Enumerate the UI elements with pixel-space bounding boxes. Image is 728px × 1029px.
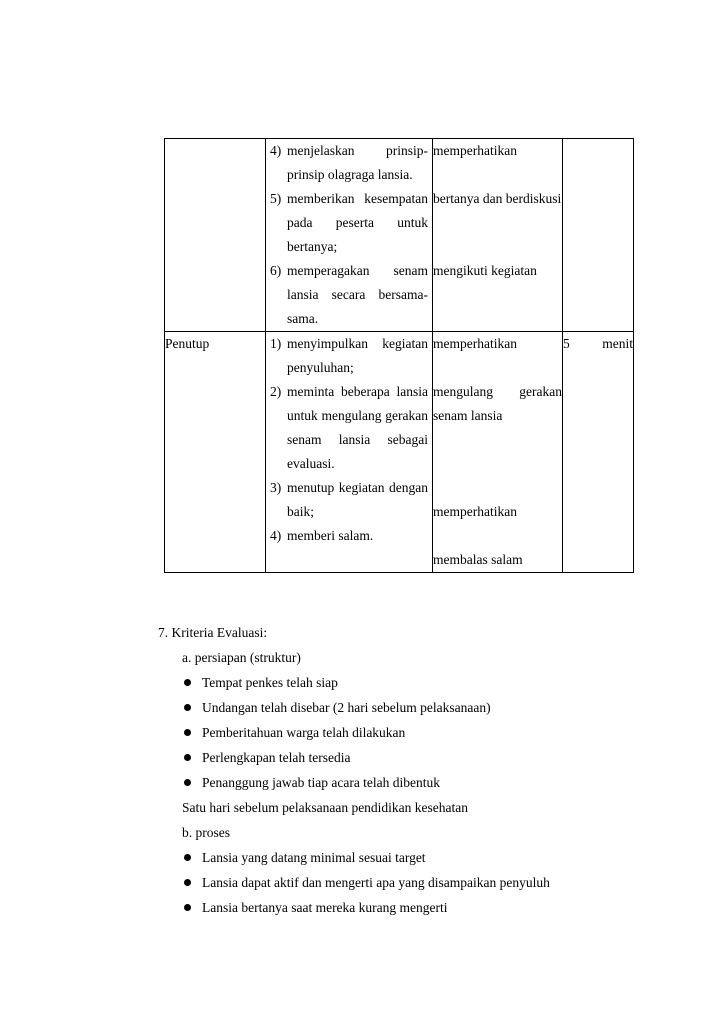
step-number: 5): [270, 191, 282, 206]
list-item-text: Lansia bertanya saat mereka kurang mengerti: [202, 900, 448, 915]
preparation-note: Satu hari sebelum pelaksanaan pendidikan kesehatan: [182, 800, 469, 815]
step-number: 1): [270, 336, 282, 351]
response-cell: [433, 139, 563, 332]
step-number: 6): [270, 263, 282, 278]
response-text: mengikuti kegiatan: [433, 263, 537, 278]
bullet-icon: [184, 679, 191, 686]
list-item: [266, 476, 432, 524]
bullet-icon: [184, 904, 191, 911]
response-text: bertanya dan berdiskusi: [433, 191, 562, 206]
response-text: mengulang gerakan senam lansia: [433, 384, 562, 423]
response-text: memperhatikan: [433, 336, 517, 351]
step-text: menjelaskan prinsip-prinsip olagraga lansia.: [287, 143, 428, 182]
list-item: [266, 380, 432, 476]
bullet-icon: [184, 754, 191, 761]
response-text: membalas salam: [433, 552, 523, 567]
step-text: memberikan kesempatan pada peserta untuk bertanya;: [287, 191, 428, 254]
table-row: [165, 139, 634, 332]
step-number: 4): [270, 528, 282, 543]
list-item-text: Lansia yang datang minimal sesuai target: [202, 850, 426, 865]
list-item: [182, 720, 638, 745]
phase-cell: Penutup: [165, 332, 266, 573]
step-text: memperagakan senam lansia secara bersama-sama.: [287, 263, 428, 326]
duration-unit: menit: [602, 336, 633, 351]
step-number: 2): [270, 384, 282, 399]
list-item-text: Undangan telah disebar (2 hari sebelum pelaksanaan): [202, 700, 491, 715]
section-title: 7. Kriteria Evaluasi:: [158, 625, 268, 640]
duration-cell: [563, 332, 634, 573]
process-list: [158, 845, 638, 920]
list-item-text: Tempat penkes telah siap: [202, 675, 338, 690]
list-item: [182, 770, 638, 795]
bullet-icon: [184, 729, 191, 736]
step-text: menyimpulkan kegiatan penyuluhan;: [287, 336, 428, 375]
list-item: [182, 670, 638, 695]
list-item: [266, 139, 432, 187]
bullet-icon: [184, 854, 191, 861]
list-item: [266, 259, 432, 331]
list-item: [182, 870, 638, 895]
step-text: memberi salam.: [287, 528, 374, 543]
step-number: 4): [270, 143, 282, 158]
list-item-text: Penanggung jawab tiap acara telah dibentuk: [202, 775, 441, 790]
subsection-label: b. proses: [182, 825, 230, 840]
steps-cell: [266, 139, 433, 332]
phase-cell: [165, 139, 266, 332]
list-item: [266, 332, 432, 380]
response-cell: [433, 332, 563, 573]
list-item: [182, 895, 638, 920]
preparation-list: [158, 670, 638, 795]
list-item-text: Lansia dapat aktif dan mengerti apa yang disampaikan penyuluh: [202, 875, 550, 890]
bullet-icon: [184, 879, 191, 886]
response-text: memperhatikan: [433, 143, 517, 158]
steps-cell: [266, 332, 433, 573]
bullet-icon: [184, 704, 191, 711]
duration-cell: [563, 139, 634, 332]
evaluation-criteria: [158, 620, 638, 920]
duration-value: 5: [563, 336, 570, 351]
subsection-label: a. persiapan (struktur): [182, 650, 301, 665]
list-item: [266, 524, 432, 548]
step-number: 3): [270, 480, 282, 495]
response-text: memperhatikan: [433, 504, 517, 519]
table-row: [165, 332, 634, 573]
list-item: [182, 845, 638, 870]
list-item: [182, 695, 638, 720]
list-item-text: Perlengkapan telah tersedia: [202, 750, 351, 765]
activity-table: [164, 138, 634, 573]
step-text: menutup kegiatan dengan baik;: [287, 480, 428, 519]
list-item: [182, 745, 638, 770]
bullet-icon: [184, 779, 191, 786]
list-item: [266, 187, 432, 259]
step-text: meminta beberapa lansia untuk mengulang gerakan senam lansia sebagai evaluasi.: [287, 384, 428, 471]
list-item-text: Pemberitahuan warga telah dilakukan: [202, 725, 406, 740]
